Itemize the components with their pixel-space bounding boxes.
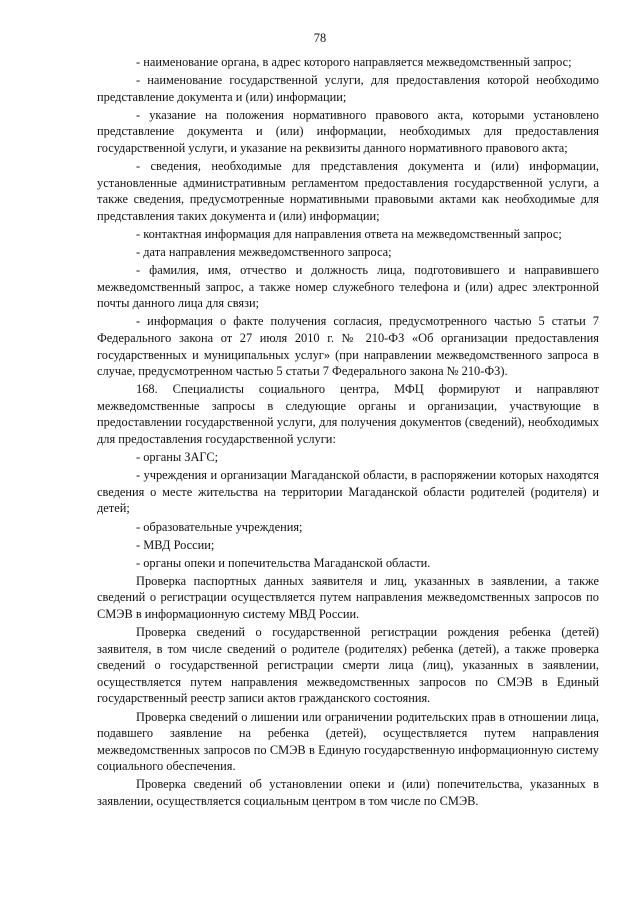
paragraph-request-date: - дата направления межведомственного запроса; xyxy=(136,245,392,260)
paragraph-clause-168: 168. Специалисты социального центра, МФЦ формируют и направляют межведомственные запросы в следующие органы и организации, участвующие в предоставлении государственной услуги, для получения документов (сведений), необходимых для предоставления государственной услуги: xyxy=(97,382,599,447)
paragraph-required-info: - сведения, необходимые для представления документа и (или) информации, установленные административным регламентом предоставления государственной услуги, а также сведения, предусмотренные нормативными правовыми актами как необходимые для представления таких документа и (или) информации; xyxy=(97,159,599,223)
list-item-mvd: - МВД России; xyxy=(136,537,215,552)
paragraph-service-name: - наименование государственной услуги, для предоставления которой необходимо представление документа и (или) информации; xyxy=(97,73,599,104)
document-body xyxy=(97,54,599,811)
paragraph-passport-check: Проверка паспортных данных заявителя и лиц, указанных в заявлении, а также сведений о регистрации осуществляется путем направления межведомственных запросов по СМЭВ в информационную систему МВД России. xyxy=(97,573,599,621)
paragraph-birth-registration-check: Проверка сведений о государственной регистрации рождения ребенка (детей) заявителя, в том числе сведений о родителе (родителях) ребенка (детей), а также проверка сведений о государственной регистрации смерти лица (лиц), указанных в заявлении, осуществляется путем направления межведомственных запросов по СМЭВ в Единый государственный реестр записи актов гражданского состояния. xyxy=(97,625,599,706)
list-item-educational: - образовательные учреждения; xyxy=(136,519,303,534)
page-number: 78 xyxy=(313,31,327,45)
paragraph-recipient-organ: - наименование органа, в адрес которого направляется межведомственный запрос; xyxy=(136,55,572,69)
paragraph-parental-rights-check: Проверка сведений о лишении или ограничении родительских прав в отношении лица, подавшего заявление на ребенка (детей), осуществляется путем направления межведомственных запросов по СМЭВ в Единую государственную информационную систему социального обеспечения. xyxy=(97,709,599,774)
paragraph-contact-info: - контактная информация для направления ответа на межведомственный запрос; xyxy=(136,226,562,241)
list-item-zags: - органы ЗАГС; xyxy=(136,450,219,465)
paragraph-guardianship-check: Проверка сведений об установлении опеки и (или) попечительства, указанных в заявлении, осуществляется социальным центром в том числе по СМЭВ. xyxy=(97,777,599,809)
paragraph-consent-info: - информация о факте получения согласия, предусмотренного частью 5 статьи 7 Федерального закона от 27 июля 2010 г. № 210-ФЗ «Об организации предоставления государственных и муниципальных услуг» (при направлении межведомственного запроса в случае, предусмотренном частью 5 статьи 7 Федерального закона № 210-ФЗ). xyxy=(97,314,599,379)
paragraph-legal-act: - указание на положения нормативного правового акта, которыми установлено представление документа и (или) информации, необходимых для предоставления государственной услуги, и указание на реквизиты данного нормативного правового акта; xyxy=(97,107,599,155)
list-item-guardianship: - органы опеки и попечительства Магаданской области. xyxy=(136,555,431,570)
paragraph-sender-details: - фамилия, имя, отчество и должность лица, подготовившего и направившего межведомственный запрос, а также номер служебного телефона и (или) адрес электронной почты данного лица для связи; xyxy=(97,263,599,311)
list-item-regional-institutions: - учреждения и организации Магаданской области, в распоряжении которых находятся сведения о месте жительства на территории Магаданской области родителей (родителя) и детей; xyxy=(97,468,599,516)
